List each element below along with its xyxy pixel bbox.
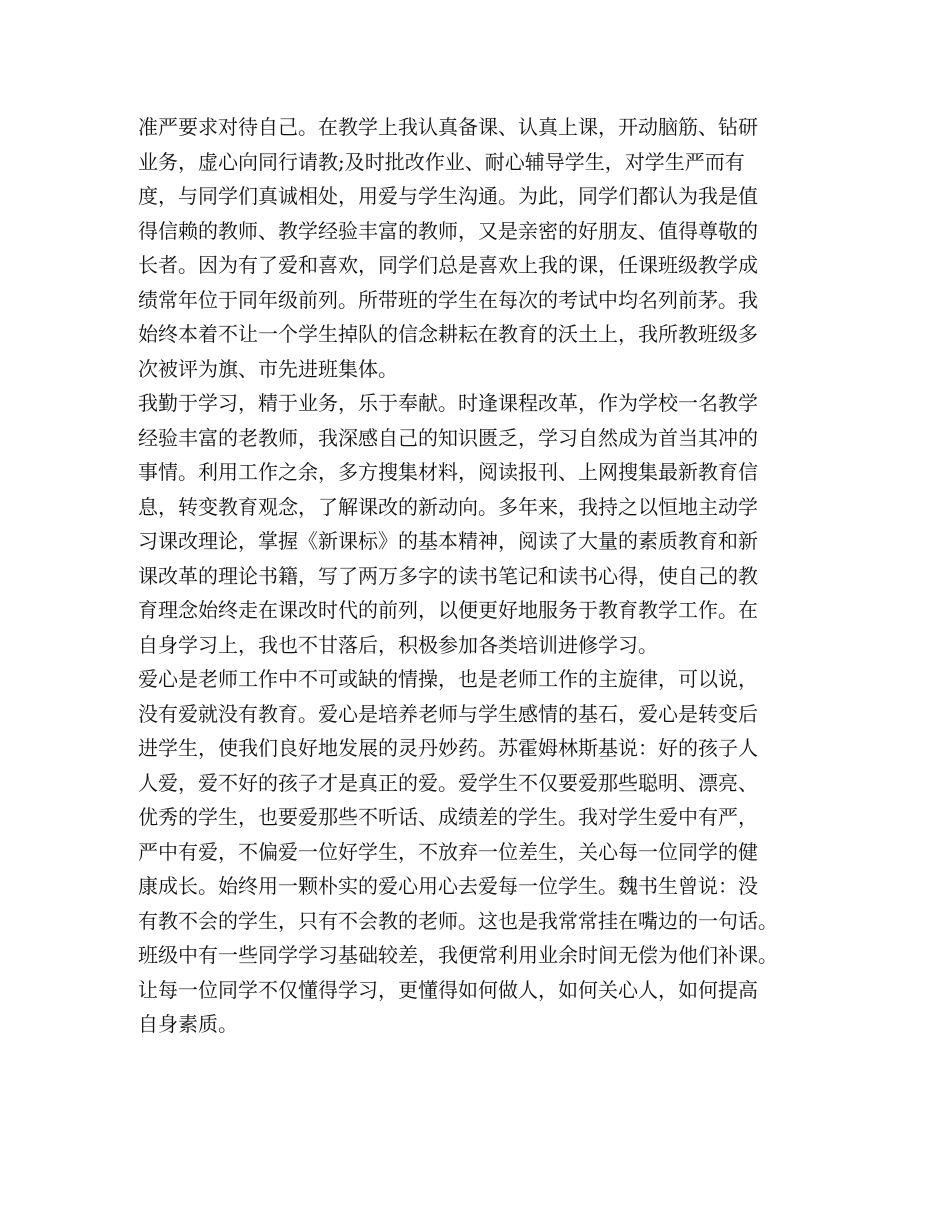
text-line: 自身素质。 <box>138 1012 238 1036</box>
text-line: 没有爱就没有教育。爱心是培养老师与学生感情的基石，爱心是转变后 <box>138 701 758 726</box>
text-line: 育理念始终走在课改时代的前列，以便更好地服务于教育教学工作。在 <box>138 598 758 622</box>
text-line: 让每一位同学不仅懂得学习，更懂得如何做人，如何关心人，如何提高 <box>138 977 758 1002</box>
text-line: 进学生，使我们良好地发展的灵丹妙药。苏霍姆林斯基说：好的孩子人 <box>138 736 758 760</box>
text-line: 得信赖的教师、教学经验丰富的教师，又是亲密的好朋友、值得尊敬的 <box>138 218 758 243</box>
text-line: 绩常年位于同年级前列。所带班的学生在每次的考试中均名列前茅。我 <box>138 287 758 312</box>
text-line: 经验丰富的老教师，我深感自己的知识匮乏，学习自然成为首当其冲的 <box>138 425 758 450</box>
text-line: 息，转变教育观念，了解课改的新动向。多年来，我持之以恒地主动学 <box>138 494 758 519</box>
text-line: 业务，虚心向同行请教;及时批改作业、耐心辅导学生，对学生严而有 <box>138 149 745 174</box>
document-body <box>138 110 818 1042</box>
text-line: 爱心是老师工作中不可或缺的情操，也是老师工作的主旋律，可以说， <box>138 667 758 691</box>
text-line: 度，与同学们真诚相处，用爱与学生沟通。为此，同学们都认为我是值 <box>138 184 758 208</box>
text-line: 严中有爱，不偏爱一位好学生，不放弃一位差生，关心每一位同学的健 <box>138 839 758 864</box>
text-line: 有教不会的学生，只有不会教的老师。这也是我常常挂在嘴边的一句话。 <box>138 908 778 933</box>
text-line: 课改革的理论书籍，写了两万多字的读书笔记和读书心得，使自己的教 <box>138 563 758 588</box>
text-line: 习课改理论，掌握《新课标》的基本精神，阅读了大量的素质教育和新 <box>138 529 758 553</box>
text-line: 事情。利用工作之余，多方搜集材料，阅读报刊、上网搜集最新教育信 <box>138 460 758 484</box>
text-line: 班级中有一些同学学习基础较差，我便常利用业余时间无偿为他们补课。 <box>138 943 778 967</box>
text-line: 次被评为旗、市先进班集体。 <box>138 356 398 381</box>
text-line: 我勤于学习，精于业务，乐于奉献。时逢课程改革，作为学校一名教学 <box>138 391 758 415</box>
text-line: 康成长。始终用一颗朴实的爱心用心去爱每一位学生。魏书生曾说：没 <box>138 874 758 898</box>
text-line: 准严要求对待自己。在教学上我认真备课、认真上课，开动脑筋、钻研 <box>138 115 758 139</box>
text-line: 始终本着不让一个学生掉队的信念耕耘在教育的沃土上，我所教班级多 <box>138 322 758 346</box>
text-line: 优秀的学生，也要爱那些不听话、成绩差的学生。我对学生爱中有严， <box>138 805 758 829</box>
text-line: 自身学习上，我也不甘落后，积极参加各类培训进修学习。 <box>138 632 658 657</box>
text-line: 长者。因为有了爱和喜欢，同学们总是喜欢上我的课，任课班级教学成 <box>138 253 758 277</box>
text-line: 人爱，爱不好的孩子才是真正的爱。爱学生不仅要爱那些聪明、漂亮、 <box>138 770 758 795</box>
